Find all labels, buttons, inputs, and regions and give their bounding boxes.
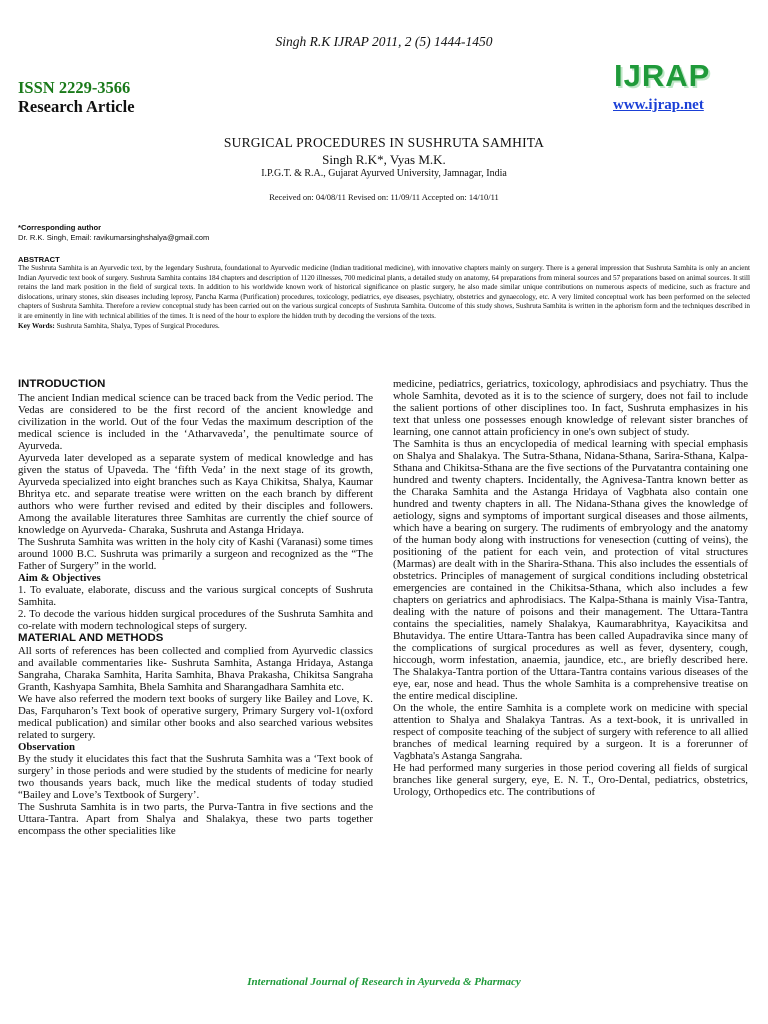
right-column — [393, 378, 748, 798]
author-affiliation: I.P.G.T. & R.A., Gujarat Ayurved University, Jamnagar, India — [261, 168, 507, 179]
intro-paragraph-1: The ancient Indian medical science can be traced back from the Vedic period. The Vedas are considered to be the first record of the ancient knowledge and civilization in the world. Out of the four Vedas the maximum description of the medical science is included in the ‘Atharvaveda’, the penultimate source of Ayurveda. — [18, 391, 373, 452]
journal-footer: International Journal of Research in Ayurveda & Pharmacy — [247, 976, 521, 988]
journal-url-link[interactable]: www.ijrap.net — [613, 97, 704, 113]
article-type-label: Research Article — [18, 97, 135, 116]
journal-logo: IJRAP — [614, 58, 711, 93]
submission-dates: Received on: 04/08/11 Revised on: 11/09/11 Accepted on: 14/10/11 — [269, 192, 499, 202]
aim-item-1: 1. To evaluate, elaborate, discuss and the various surgical concepts of Sushruta Samhita. — [18, 583, 373, 608]
intro-paragraph-3: The Sushruta Samhita was written in the holy city of Kashi (Varanasi) some times around 1000 B.C. Sushruta was primarily a surgeon and recognized as the “The Father of Surgery” in the world. — [18, 535, 373, 572]
methods-heading: MATERIAL AND METHODS — [18, 631, 164, 644]
aims-heading: Aim & Objectives — [18, 571, 101, 584]
right-paragraph-2: The Samhita is thus an encyclopedia of medical learning with special emphasis on Shalya and Shalakya. The Sutra-Sthana, Nidana-Sthana, Sarira-Sthana, Kalpa-Sthana and Chikitsa-Sthana are the five sections of the Purvatantra containing one hundred and twenty chapters. Incidentally, the Agnivesa-Tantra known better as the Charaka Samhita and the Astanga Hridaya of Vagbhata also contain one hundred and twenty chapters in all. The Nidana-Sthana gives the knowledge of aetiology, signs and symptoms of important surgical diseases and those ailments, which have a bearing on surgery. The rudiments of embryology and the anatomy of the human body along with instructions for venesection (cutting of veins), the positioning of the patient for each vein, and protection of vital structures (Marmas) are dealt with in the Sharira-Sthana. This also includes the essentials of obstetrics. Principles of management of surgical conditions including obstetrical emergencies are contained in the Chikitsa-Sthana, which also includes a few chapters on geriatrics and aphrodisiacs. The Kalpa-Sthana is mainly Visa-Tantra, dealing with the nature of poisons and their management. The Uttara-Tantra contains the specialities, namely Shalakya, Kaumarabhritya, Kayacikitsa and Bhutavidya. The entire Uttara-Tantra has been called Aupadravika since many of the complications of surgical procedures as well as fever, dysentery, cough, hiccough, worm infestation, anaemia, jaundice, etc., are briefly described here. The Shalakya-Tantra portion of the Uttara-Tantra contains various diseases of the eye, ear, nose and head. Thus the whole Samhita is a comprehensive treatise on the entire medical discipline. — [393, 438, 748, 702]
right-paragraph-4: He had performed many surgeries in those period covering all fields of surgical branches like general surgery, eye, E. N. T., Oro-Dental, pediatrics, obstetrics, Urology, Orthopedics etc. The contributions of — [393, 762, 748, 798]
methods-paragraph-1: All sorts of references has been collected and complied from Ayurvedic classics and available commentaries like- Sushruta Samhita, Astanga Hridaya, Astanga Sangraha, Charaka Samhita, Harita Samhita, Bhava Prakasha, Chikitsa Sangraha Granth, Kashyapa Samhita, Bhela Samhita and Sharangadhara Samhita etc. — [18, 645, 373, 694]
right-paragraph-3: On the whole, the entire Samhita is a complete work on medicine with special attention to Shalya and Shalakya Tantras. As a text-book, it is unrivalled in respect of composite teaching of the subject of surgery with reference to all allied branches of medical learning required by a surgeon. It is a forerunner of Vagbhata's Astanga Sangraha. — [393, 702, 748, 762]
observation-paragraph-2: The Sushruta Samhita is in two parts, the Purva-Tantra in five sections and the Uttara-Tantra. Apart from Shalya and Shalakya, these two parts together encompass the other specialities like — [18, 801, 373, 838]
abstract-text: The Sushruta Samhita is an Ayurvedic text, by the legendary Sushruta, foundational to Ayurvedic medicine (Indian traditional medicine), with innovative chapters mainly on surgery. There is a general impression that Sushruta Samhita is only an ancient Indian Ayurvedic text book of surgery. Sushruta Samhita contains 184 chapters and description of 1120 illnesses, 700 medicinal plants, a detailed study on anatomy, 64 preparations from mineral sources and 57 preparations based on animal sources. It still retains the land mark position in the field of surgical texts. In addition to his worldwide known work of historical significance on plastic surgery, he also made similar unique contributions on numerous aspects of medicine, such as fracture and dislocations, urinary stones, skin diseases including leprosy, Pancha Karma (Purification) procedures, toxicology, pediatrics, eye diseases, psychiatry, obstetrics and gynaecology, etc. A very limited conceptual work has been performed on the selected chapters of Sushruta Samhita. Therefore a review conceptual study has been carried out on the various surgical concepts of Sushruta Samhita. Outcome of this study shows, Sushruta Samhita is written in the aphorism form and the techniques described in it are eminently in line with technical abilities of the times. It is need of the hour to explore the hidden truth by decoding the versions of the texts. — [18, 264, 750, 320]
aim-item-2: 2. To decode the various hidden surgical procedures of the Sushruta Samhita and co-relate with modern technological steps of surgery. — [18, 607, 373, 632]
observation-heading: Observation — [18, 741, 75, 754]
issn-label: ISSN 2229-3566 — [18, 78, 131, 97]
left-column — [18, 378, 373, 837]
running-head: Singh R.K IJRAP 2011, 2 (5) 1444-1450 — [275, 34, 493, 49]
article-authors: Singh R.K*, Vyas M.K. — [322, 152, 446, 167]
corresponding-author-heading: *Corresponding author — [18, 223, 102, 232]
abstract-body — [18, 264, 750, 331]
introduction-heading: INTRODUCTION — [18, 378, 106, 390]
keywords-text: Sushruta Samhita, Shalya, Types of Surgical Procedures. — [54, 321, 220, 330]
right-paragraph-1: medicine, pediatrics, geriatrics, toxicology, aphrodisiacs and psychiatry. Thus the whole Samhita, devoted as it is to the science of surgery, does not fail to include the salient portions of other disciplines too. In fact, Sushruta emphasizes in his text that unless one possesses enough knowledge of relevant sister branches of learning, one cannot attain proficiency in one's own subject of study. — [393, 378, 748, 438]
methods-paragraph-2: We have also referred the modern text books of surgery like Bailey and Love, K. Das, Farquharon’s Text book of operative surgery, Primary Surgery vol-1(oxford medical publication) and similar other books and also searched various websites related to surgery. — [18, 693, 373, 742]
intro-paragraph-2: Ayurveda later developed as a separate system of medical knowledge and has given the status of Upaveda. The ‘fifth Veda’ in the next stage of its growth, Ayurveda specialized into eight branches such as Kaya Chikitsa, Shalya, Kaumar Bhritya etc. and separate treatise were written on the each branch by different authors who were further revised and edited by their disciples and followers. Among the available literatures three Samhitas are currently the chief source of knowledge on Ayurveda- Charaka, Sushruta and Astanga Hridaya. — [18, 451, 373, 536]
keywords-label: Key Words: — [18, 321, 55, 330]
article-title: SURGICAL PROCEDURES IN SUSHRUTA SAMHITA — [223, 135, 545, 150]
observation-paragraph-1: By the study it elucidates this fact that the Sushruta Samhita was a ‘Text book of surgery’ in those periods and were studied by the students of medicine for nearly two thousands years back, much like the medical students of today studied “Bailey and Love’s Textbook of Surgery’. — [18, 753, 373, 802]
corresponding-author-contact: Dr. R.K. Singh, Email: ravikumarsinghshalya@gmail.com — [18, 233, 210, 242]
abstract-heading: ABSTRACT — [18, 255, 60, 264]
